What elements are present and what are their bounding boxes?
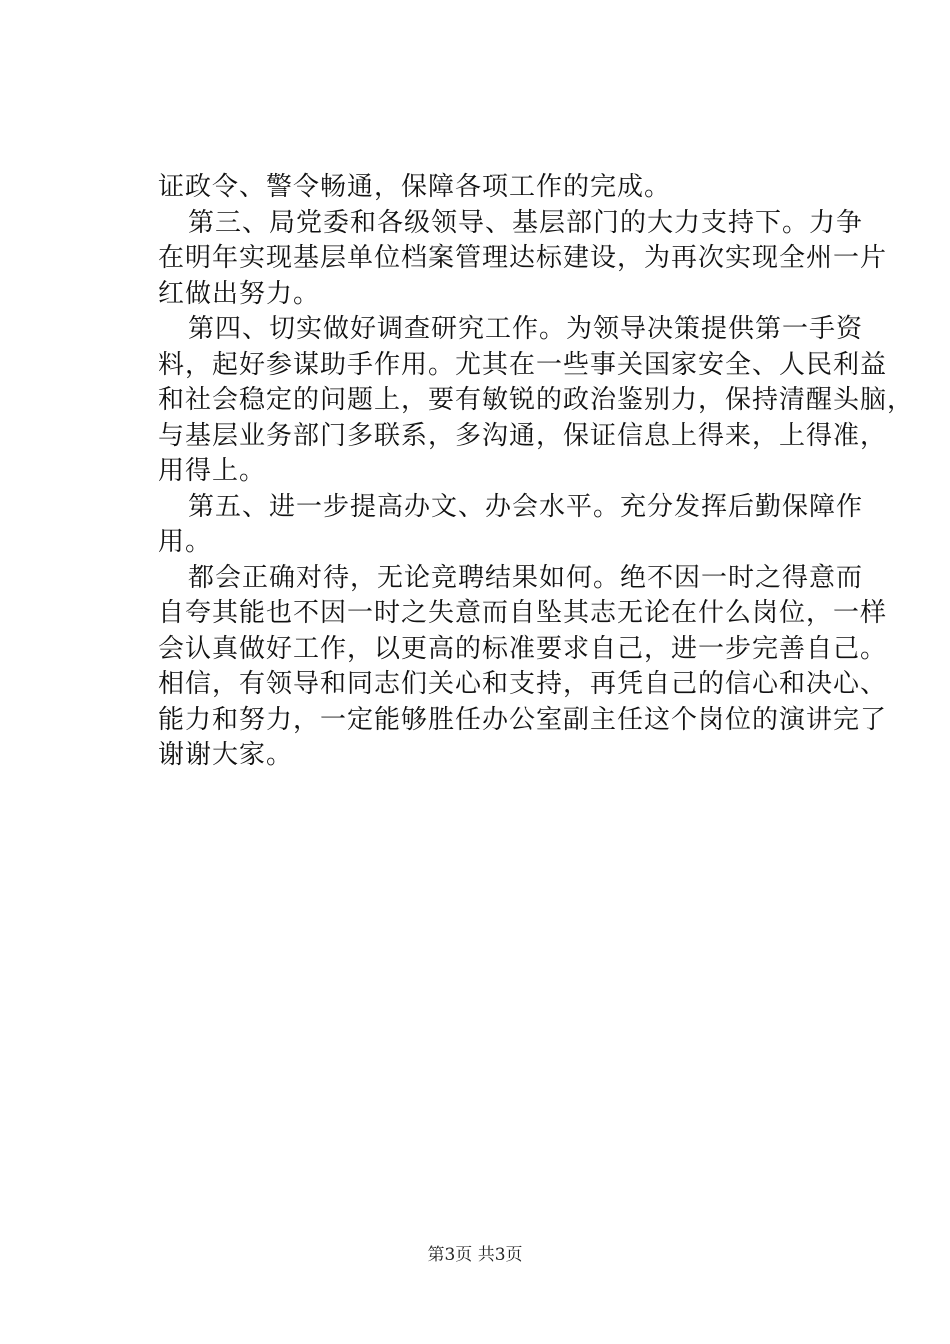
text-line: 和社会稳定的问题上，要有敏锐的政治鉴别力，保持清醒头脑，	[158, 385, 915, 415]
text-line: 料，起好参谋助手作用。尤其在一些事关国家安全、人民利益	[158, 349, 888, 380]
text-line: 在明年实现基层单位档案管理达标建设，为再次实现全州一片	[158, 243, 888, 273]
paragraph-start-line: 第三、局党委和各级领导、基层部门的大力支持下。力争	[188, 207, 864, 238]
text-line: 用得上。	[158, 456, 267, 486]
document-body	[158, 170, 915, 774]
text-line: 谢谢大家。	[158, 740, 294, 770]
text-line: 证政令、警令畅通，保障各项工作的完成。	[158, 172, 672, 202]
paragraph-start-line: 都会正确对待，无论竞聘结果如何。绝不因一时之得意而	[188, 562, 864, 593]
text-line: 相信，有领导和同志们关心和支持，再凭自己的信心和决心、	[158, 669, 888, 699]
text-line: 会认真做好工作，以更高的标准要求自己，进一步完善自己。	[158, 633, 888, 664]
paragraph-start-line: 第四、切实做好调查研究工作。为领导决策提供第一手资	[188, 314, 864, 344]
text-line: 自夸其能也不因一时之失意而自坠其志无论在什么岗位，一样	[158, 598, 888, 628]
text-line: 用。	[158, 527, 213, 557]
page-number-footer: 第3页 共3页	[427, 1245, 523, 1265]
text-line: 与基层业务部门多联系，多沟通，保证信息上得来，上得准，	[158, 420, 888, 451]
text-line: 红做出努力。	[158, 278, 321, 309]
text-line: 能力和努力，一定能够胜任办公室副主任这个岗位的演讲完了	[158, 704, 888, 735]
paragraph-start-line: 第五、进一步提高办文、办会水平。充分发挥后勤保障作	[188, 491, 864, 522]
